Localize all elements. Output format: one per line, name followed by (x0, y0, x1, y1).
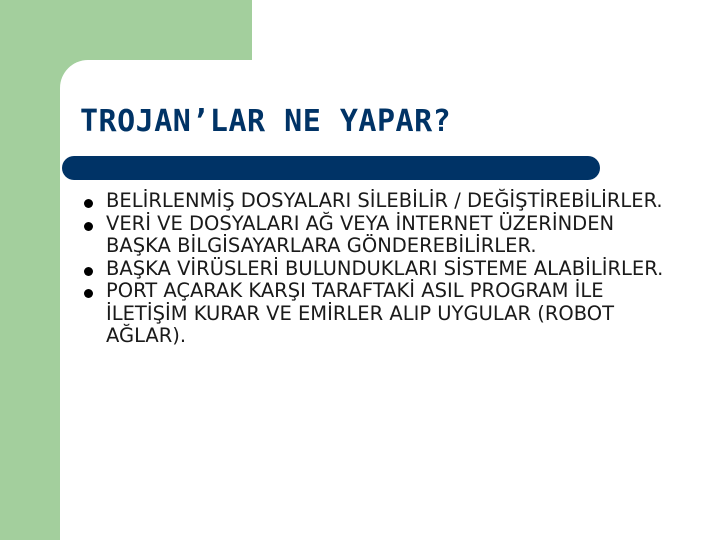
bullet-dot-icon (84, 289, 93, 298)
bullet-dot-icon (84, 199, 93, 208)
green-accent-left (0, 0, 60, 540)
bullet-text: VERİ VE DOSYALARI AĞ VEYA İNTERNET ÜZERİNDEN BAŞKA BİLGİSAYARLARA GÖNDEREBİLİRLER. (106, 211, 615, 257)
bullet-dot-icon (84, 222, 93, 231)
slide-title: TROJAN’LAR NE YAPAR? (80, 104, 452, 139)
bullet-item (80, 280, 680, 348)
bullet-item (80, 190, 680, 213)
title-underline-bar (62, 156, 600, 180)
bullet-item (80, 258, 680, 281)
bullet-list (80, 190, 680, 348)
bullet-dot-icon (84, 267, 93, 276)
bullet-text: BAŞKA VİRÜSLERİ BULUNDUKLARI SİSTEME ALABİLİRLER. (106, 256, 664, 280)
bullet-item (80, 213, 680, 258)
bullet-text: BELİRLENMİŞ DOSYALARI SİLEBİLİR / DEĞİŞTİREBİLİRLER. (106, 189, 663, 212)
bullet-text: PORT AÇARAK KARŞI TARAFTAKİ ASIL PROGRAM İLE İLETİŞİM KURAR VE EMİRLER ALIP UYGULAR (ROBOT AĞLAR). (106, 279, 615, 347)
